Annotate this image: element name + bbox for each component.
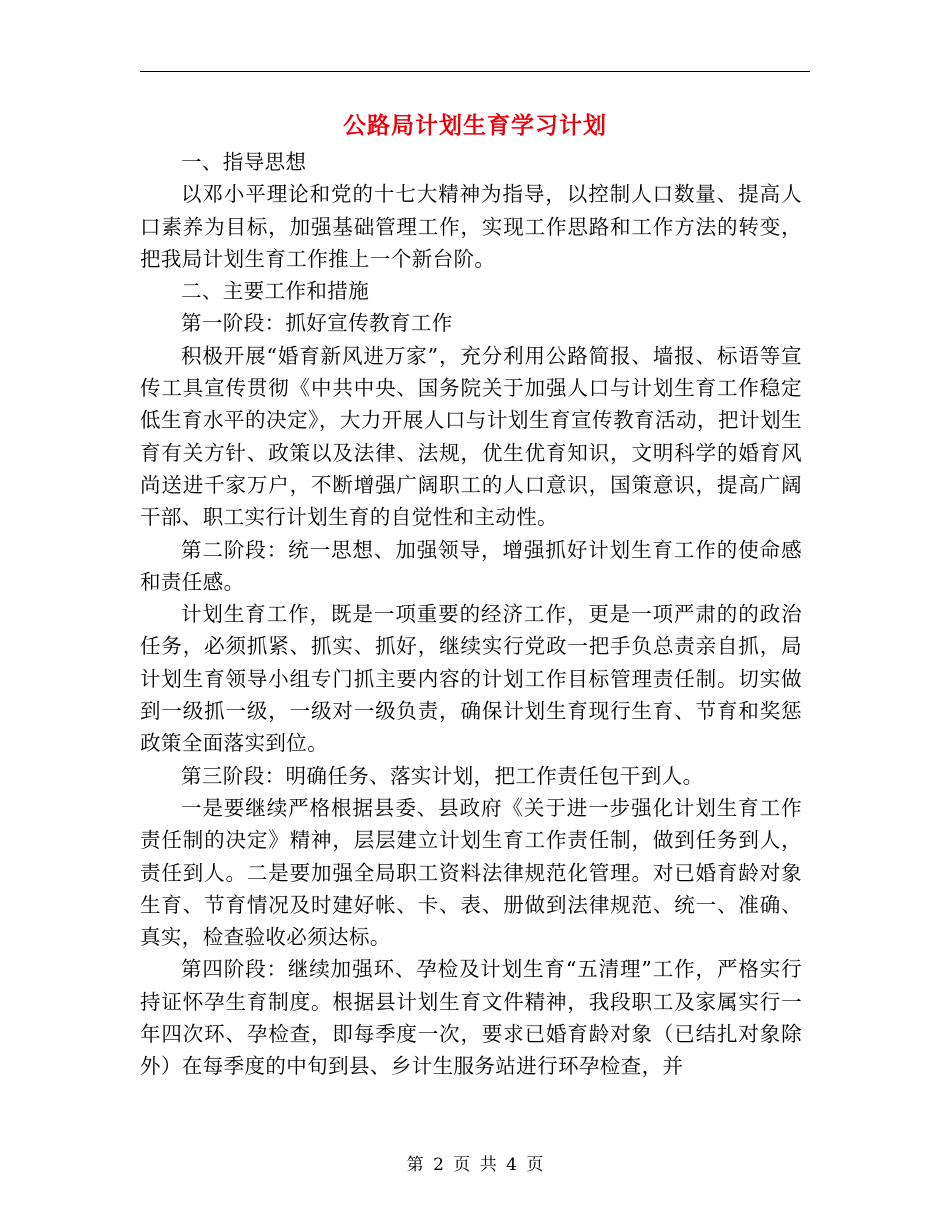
document-body xyxy=(140,146,802,1083)
paragraph-stage-three: 一是要继续严格根据县委、县政府《关于进一步强化计划生育工作责任制的决定》精神，层层建立计划生育工作责任制，做到任务到人，责任到人。二是要加强全局职工资料法律规范化管理。对已婚育龄对象生育、节育情况及时建好帐、卡、表、册做到法律规范、统一、准确、真实，检查验收必须达标。 xyxy=(140,795,802,950)
stage-one-heading: 第一阶段：抓好宣传教育工作 xyxy=(181,311,453,336)
page-indicator: 第 2 页 共 4 页 xyxy=(406,1155,544,1175)
stage-two-heading: 第二阶段：统一思想、加强领导，增强抓好计划生育工作的使命感和责任感。 xyxy=(140,537,802,594)
stage-three-heading: 第三阶段：明确任务、落实计划，把工作责任包干到人。 xyxy=(181,763,704,788)
header-rule xyxy=(140,71,810,72)
paragraph-stage-four: 第四阶段：继续加强环、孕检及计划生育“五清理”工作，严格实行持证怀孕生育制度。根据县计划生育文件精神，我段职工及家属实行一年四次环、孕检查，即每季度一次，要求已婚育龄对象（已结扎对象除外）在每季度的中旬到县、乡计生服务站进行环孕检查，并 xyxy=(140,957,802,1079)
document-title: 公路局计划生育学习计划 xyxy=(343,113,607,139)
paragraph-guiding-ideology: 以邓小平理论和党的十七大精神为指导，以控制人口数量、提高人口素养为目标，加强基础管理工作，实现工作思路和工作方法的转变，把我局计划生育工作推上一个新台阶。 xyxy=(140,182,802,271)
section-heading-main-work: 二、主要工作和措施 xyxy=(181,279,370,304)
paragraph-stage-one: 积极开展“婚育新风进万家”，充分利用公路简报、墙报、标语等宣传工具宣传贯彻《中共中央、国务院关于加强人口与计划生育工作稳定低生育水平的决定》，大力开展人口与计划生育宣传教育活动，把计划生育有关方针、政策以及法律、法规，优生优育知识，文明科学的婚育风尚送进千家万户，不断增强广阔职工的人口意识，国策意识，提高广阔干部、职工实行计划生育的自觉性和主动性。 xyxy=(140,343,802,530)
section-heading-guiding-ideology: 一、指导思想 xyxy=(181,150,307,174)
paragraph-stage-two: 计划生育工作，既是一项重要的经济工作，更是一项严肃的的政治任务，必须抓紧、抓实、抓好，继续实行党政一把手负总责亲自抓，局计划生育领导小组专门抓主要内容的计划工作目标管理责任制。切实做到一级抓一级，一级对一级负责，确保计划生育现行生育、节育和奖惩政策全面落实到位。 xyxy=(140,602,802,756)
